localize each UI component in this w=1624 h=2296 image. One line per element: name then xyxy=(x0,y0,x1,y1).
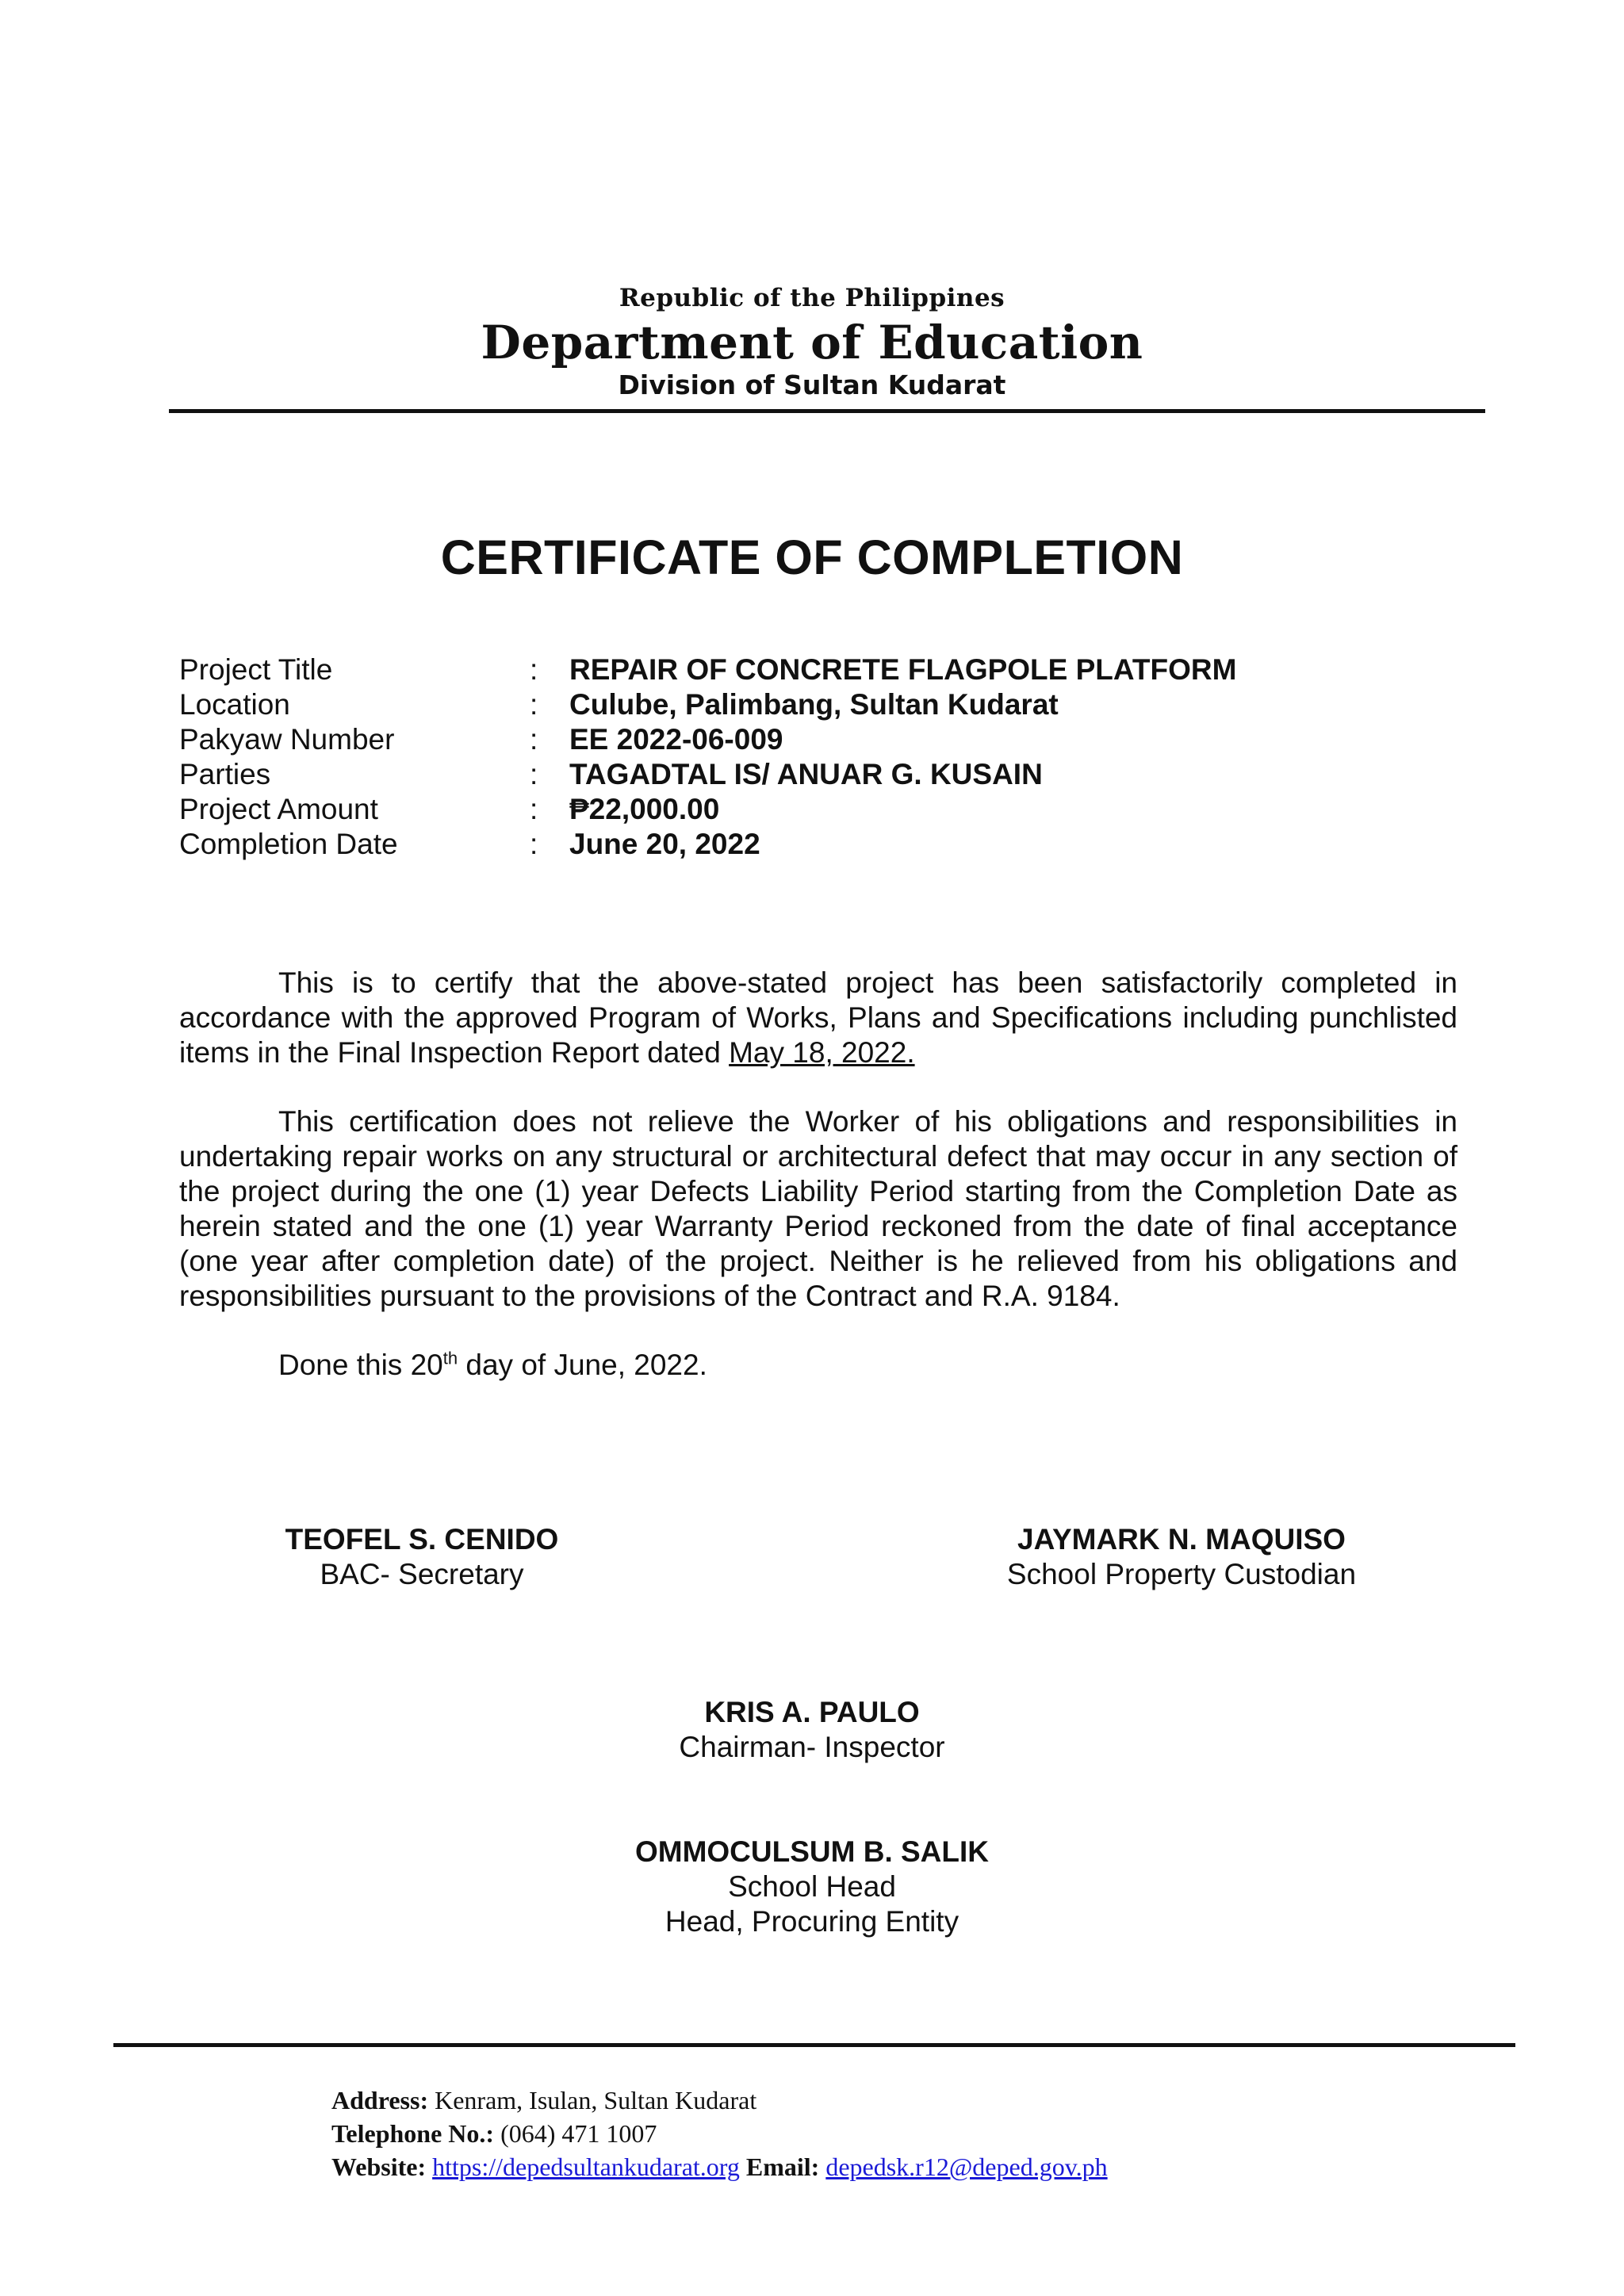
detail-colon: : xyxy=(530,653,538,686)
done-date-paragraph xyxy=(179,1348,1457,1383)
detail-label: Pakyaw Number xyxy=(179,723,395,756)
detail-value: EE 2022-06-009 xyxy=(569,723,783,756)
detail-label: Completion Date xyxy=(179,828,398,860)
detail-label: Project Title xyxy=(179,653,333,686)
footer-web-line xyxy=(331,2150,1108,2183)
detail-value: TAGADTAL IS/ ANUAR G. KUSAIN xyxy=(569,758,1043,790)
detail-row-parties xyxy=(179,757,1480,792)
certification-paragraph xyxy=(179,966,1457,1070)
phone-value: (064) 471 1007 xyxy=(500,2119,657,2148)
email-label: Email: xyxy=(745,2152,820,2181)
signatory-bac-secretary xyxy=(263,1522,580,1592)
header-division: Division of Sultan Kudarat xyxy=(618,369,1006,400)
detail-row-pakyaw-number xyxy=(179,722,1480,757)
signatory-name: KRIS A. PAULO xyxy=(704,1696,920,1728)
detail-label: Parties xyxy=(179,758,271,790)
ordinal-suffix: th xyxy=(442,1348,458,1368)
email-link[interactable]: depedsk.r12@deped.gov.ph xyxy=(825,2152,1108,2181)
detail-colon: : xyxy=(530,688,538,721)
certification-text: This is to certify that the above-stated project has been satisfactorily completed in accordance with the approved Program of Works, Plans and Specifications including punchlisted items in the Final Inspection Report dated xyxy=(179,966,1457,1069)
done-text-post: day of June, 2022. xyxy=(458,1349,707,1381)
detail-row-completion-date xyxy=(179,827,1480,862)
detail-value: June 20, 2022 xyxy=(569,828,760,860)
signatory-role-secondary: Head, Procuring Entity xyxy=(665,1905,959,1938)
signatory-school-head xyxy=(574,1835,1050,1939)
address-label: Address: xyxy=(331,2086,429,2114)
footer-address-line xyxy=(331,2084,1108,2117)
liability-paragraph: This certification does not relieve the Worker of his obligations and responsibilities in undertaking repair works on any structural or architectural defect that may occur in any section of the project during the one (1) year Defects Liability Period starting from the Completion Date as herein stated and the one (1) year Warranty Period reckoned from the date of final acceptance (one year after completion date) of the project. Neither is he relieved from his obligations and responsibilities pursuant to the provisions of the Contract and R.A. 9184. xyxy=(179,1105,1457,1312)
detail-row-project-amount xyxy=(179,792,1480,827)
signatory-name: TEOFEL S. CENIDO xyxy=(285,1523,559,1556)
website-link[interactable]: https://depedsultankudarat.org xyxy=(432,2152,740,2181)
footer-phone-line xyxy=(331,2117,1108,2150)
detail-label: Location xyxy=(179,688,290,721)
header-divider xyxy=(169,409,1485,413)
signatory-chairman-inspector xyxy=(574,1695,1050,1765)
detail-value: ₱22,000.00 xyxy=(569,793,720,825)
footer-contact xyxy=(331,2084,1108,2183)
page-title: CERTIFICATE OF COMPLETION xyxy=(440,530,1184,584)
signatory-name: OMMOCULSUM B. SALIK xyxy=(634,1835,990,1868)
signatory-role: Chairman- Inspector xyxy=(679,1731,945,1763)
detail-value: Culube, Palimbang, Sultan Kudarat xyxy=(569,688,1059,721)
header-department: Department of Education xyxy=(481,316,1143,369)
detail-colon: : xyxy=(530,758,538,790)
website-label: Website: xyxy=(331,2152,427,2181)
signatory-property-custodian xyxy=(975,1522,1388,1592)
footer-divider xyxy=(113,2043,1515,2047)
done-text-pre: Done this 20 xyxy=(278,1349,443,1381)
phone-label: Telephone No.: xyxy=(331,2119,495,2148)
inspection-report-date: May 18, 2022. xyxy=(729,1036,915,1069)
detail-row-location xyxy=(179,687,1480,722)
detail-colon: : xyxy=(530,723,538,756)
signatory-role: School Head xyxy=(728,1870,896,1903)
signatory-role: School Property Custodian xyxy=(1006,1558,1357,1590)
detail-row-project-title xyxy=(179,652,1480,687)
signatory-name: JAYMARK N. MAQUISO xyxy=(1017,1523,1346,1556)
detail-label: Project Amount xyxy=(179,793,378,825)
detail-colon: : xyxy=(530,793,538,825)
project-details xyxy=(179,652,1480,862)
address-value: Kenram, Isulan, Sultan Kudarat xyxy=(435,2086,757,2114)
signatory-role: BAC- Secretary xyxy=(320,1558,524,1590)
header-republic: Republic of the Philippines xyxy=(619,284,1005,312)
detail-value: REPAIR OF CONCRETE FLAGPOLE PLATFORM xyxy=(569,653,1237,686)
detail-colon: : xyxy=(530,828,538,860)
